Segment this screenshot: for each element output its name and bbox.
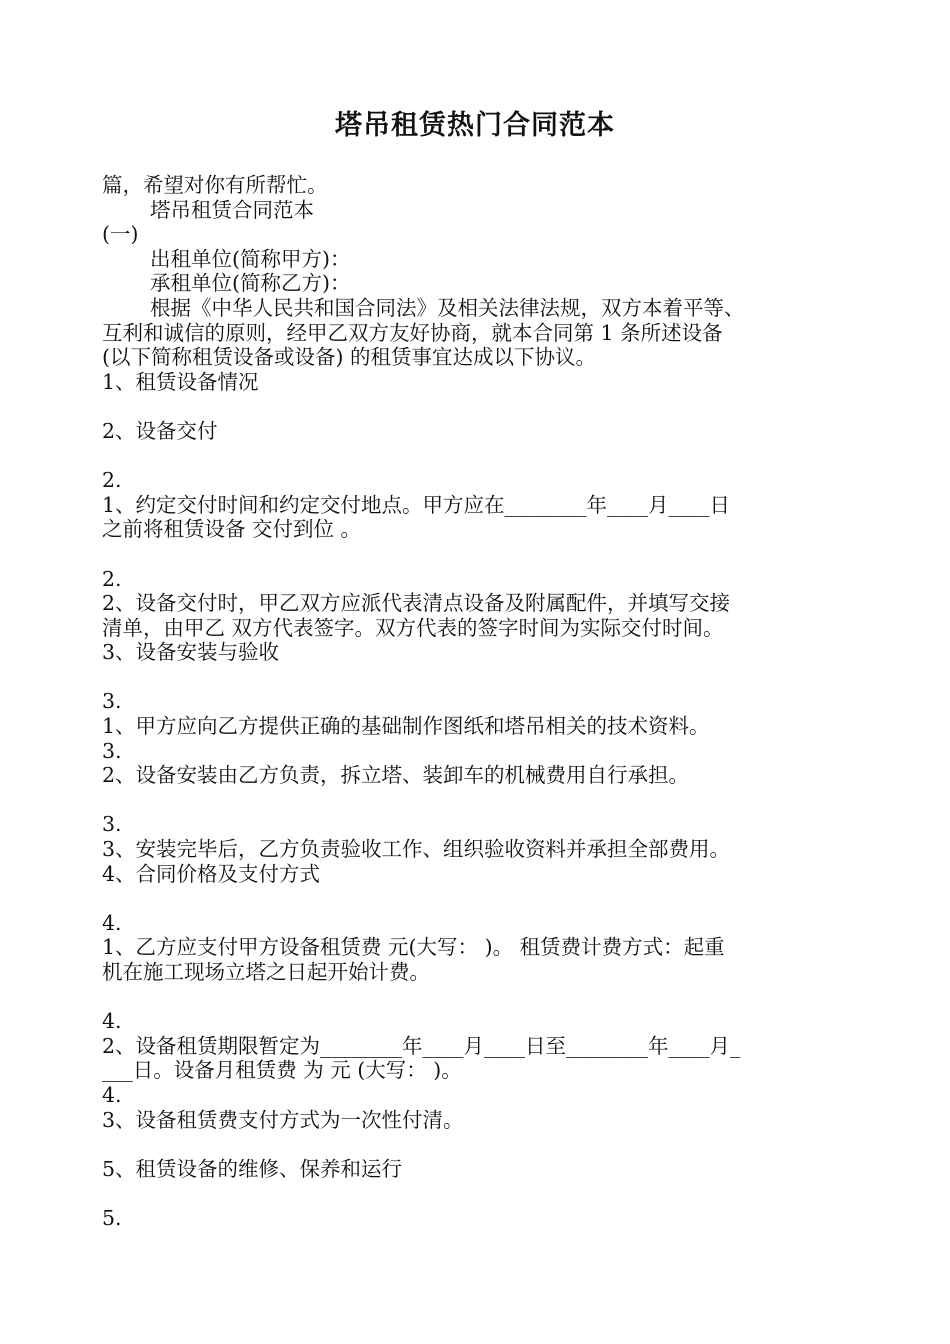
section-5-heading: 5、租赁设备的维修、保养和运行 <box>102 1156 403 1181</box>
preamble-line-1: 根据《中华人民共和国合同法》及相关法律法规，双方本着平等、 <box>150 295 745 320</box>
clause-3-2: 2、设备安装由乙方负责，拆立塔、装卸车的机械费用自行承担。 <box>102 763 690 788</box>
blank-line <box>102 542 852 567</box>
clause-4-3: 3、设备租赁费支付方式为一次性付清。 <box>102 1107 464 1132</box>
document-title: 塔吊租赁热门合同范本 <box>335 110 615 141</box>
clause-number: 3. <box>102 812 122 837</box>
section-3-heading: 3、设备安装与验收 <box>102 640 280 665</box>
blank-line <box>102 1132 852 1157</box>
document-body <box>102 173 852 1231</box>
blank-line <box>102 665 852 690</box>
section-4-heading: 4、合同价格及支付方式 <box>102 861 321 886</box>
clause-2-2-line-1: 2、设备交付时，甲乙双方应派代表清点设备及附属配件，并填写交接 <box>102 591 731 616</box>
clause-number: 2. <box>102 468 122 493</box>
clause-2-2-line-2: 清单，由甲乙 双方代表签字。双方代表的签字时间为实际交付时间。 <box>102 615 724 640</box>
blank-line <box>102 394 852 419</box>
blank-line <box>102 985 852 1010</box>
clause-number: 4. <box>102 910 122 935</box>
preamble-line-3: (以下简称租赁设备或设备) 的租赁事宜达成以下协议。 <box>102 345 597 370</box>
clause-number: 2. <box>102 566 122 591</box>
section-1-heading: 1、租赁设备情况 <box>102 369 259 394</box>
clause-4-2-line-2: ___日。设备月租赁费 为 元 (大写： )。 <box>102 1058 462 1083</box>
clause-2-1-line-1: 1、约定交付时间和约定交付地点。甲方应在________年____月____日 <box>102 492 731 517</box>
clause-3-1: 1、甲方应向乙方提供正确的基础制作图纸和塔吊相关的技术资料。 <box>102 714 710 739</box>
contract-heading: 塔吊租赁合同范本 <box>150 197 314 222</box>
blank-line <box>102 444 852 469</box>
lessor-field: 出租单位(简称甲方)： <box>150 246 351 271</box>
clause-2-1-line-2: 之前将租赁设备 交付到位 。 <box>102 517 362 542</box>
clause-3-3: 3、安装完毕后，乙方负责验收工作、组织验收资料并承担全部费用。 <box>102 837 731 862</box>
clause-4-2-line-1: 2、设备租赁期限暂定为________年____月____日至________年____月_ <box>102 1033 741 1058</box>
clause-number: 4. <box>102 1082 122 1107</box>
clause-number: 5. <box>102 1205 122 1230</box>
intro-line: 篇，希望对你有所帮忙。 <box>102 173 328 197</box>
blank-line <box>102 886 852 911</box>
clause-number: 3. <box>102 738 122 763</box>
clause-number: 4. <box>102 1009 122 1034</box>
contract-number: (一) <box>102 222 139 247</box>
lessee-field: 承租单位(简称乙方)： <box>150 271 351 296</box>
section-2-heading: 2、设备交付 <box>102 418 218 443</box>
blank-line <box>102 788 852 813</box>
blank-line <box>102 1181 852 1206</box>
clause-4-1-line-2: 机在施工现场立塔之日起开始计费。 <box>102 960 430 984</box>
preamble-line-2: 互利和诚信的原则，经甲乙双方友好协商，就本合同第 1 条所述设备 <box>102 320 723 345</box>
clause-number: 3. <box>102 689 122 714</box>
clause-4-1-line-1: 1、乙方应支付甲方设备租赁费 元(大写： )。 租赁费计费方式：起重 <box>102 935 725 960</box>
